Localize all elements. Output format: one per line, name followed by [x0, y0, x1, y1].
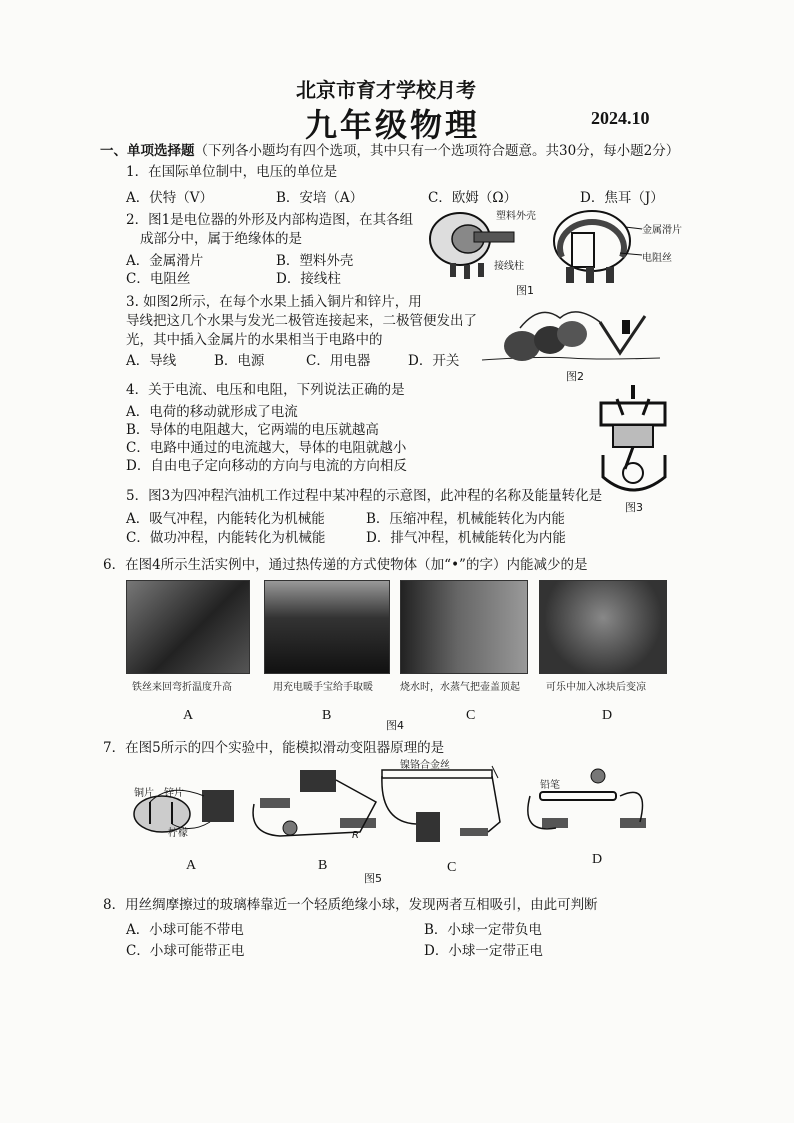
fig4-photo-c: [400, 580, 528, 674]
figure-1-potentiometer: [420, 205, 680, 297]
section-heading: [100, 139, 679, 159]
fig4-photo-b: [264, 580, 390, 674]
section-instruction: （下列各小题均有四个选项，其中只有一个选项符合题意。共30分，每小题2分）: [194, 143, 680, 159]
figure-3-engine-stroke: [595, 385, 675, 513]
figure-2-fruit-battery: [480, 298, 670, 382]
fig4-photo-d: [539, 580, 667, 674]
question-3-stem-line1: 3. 如图2所示，在每个水果上插入铜片和锌片，用: [126, 294, 422, 310]
q8-option-b: B．小球一定带负电: [424, 922, 542, 938]
question-5-stem: 5．图3为四冲程汽油机工作过程中某冲程的示意图，此冲程的名称及能量转化是: [126, 488, 603, 504]
q8-option-a: A．小球可能不带电: [126, 922, 244, 938]
fig4-letter-c: C: [466, 708, 476, 723]
q4-option-c: C．电路中通过的电流越大，导体的电阻就越小: [126, 440, 407, 456]
q1-option-c: C．欧姆（Ω）: [428, 190, 518, 206]
fig5-label-lemon: 柠檬: [168, 828, 188, 839]
fig1-label-shell: 塑料外壳: [496, 211, 536, 222]
figure-1-caption: 图1: [516, 284, 534, 297]
fig4-letter-d: D: [602, 708, 613, 723]
q3-option-b: B．电源: [214, 353, 265, 369]
fig4-letter-a: A: [183, 708, 194, 723]
fig5-label-pencil: 铅笔: [540, 780, 560, 791]
fig4-caption-d: 可乐中加入冰块后变凉: [546, 682, 646, 693]
question-8-stem: 8．用丝绸摩擦过的玻璃棒靠近一个轻质绝缘小球，发现两者互相吸引，由此可判断: [103, 897, 598, 913]
q2-option-d: D．接线柱: [276, 271, 341, 287]
q1-option-b: B．安培（A）: [276, 190, 364, 206]
section-title: 一、单项选择题: [100, 143, 195, 159]
q3-option-a: A．导线: [126, 353, 177, 369]
q8-option-c: C．小球可能带正电: [126, 943, 245, 959]
fig1-label-slider: 金属滑片: [642, 225, 682, 236]
q1-option-a: A．伏特（V）: [126, 190, 213, 206]
fig5-letter-a: A: [186, 858, 197, 873]
figure-5-circuits: [120, 762, 680, 862]
question-4-stem: 4．关于电流、电压和电阻，下列说法正确的是: [126, 382, 405, 398]
question-1-stem: 1．在国际单位制中，电压的单位是: [126, 164, 338, 180]
q5-option-b: B．压缩冲程，机械能转化为内能: [366, 511, 565, 527]
fig4-caption-a: 铁丝来回弯折温度升高: [132, 682, 232, 693]
figure-3-caption: 图3: [625, 501, 643, 514]
question-6-stem: 6．在图4所示生活实例中，通过热传递的方式使物体（加“•”的字）内能减少的是: [103, 557, 588, 573]
q3-option-d: D．开关: [408, 353, 460, 369]
fig4-letter-b: B: [322, 708, 332, 723]
question-7-stem: 7．在图5所示的四个实验中，能模拟滑动变阻器原理的是: [103, 740, 445, 756]
q8-option-d: D．小球一定带正电: [424, 943, 543, 959]
q5-option-a: A．吸气冲程，内能转化为机械能: [126, 511, 325, 527]
question-2-stem-line1: 2．图1是电位器的外形及内部构造图，在其各组: [126, 212, 414, 228]
fig5-label-alloy-wire: 镍铬合金丝: [400, 760, 450, 771]
q2-option-c: C．电阻丝: [126, 271, 191, 287]
q5-option-c: C．做功冲程，内能转化为机械能: [126, 530, 326, 546]
fig4-photo-a: [126, 580, 250, 674]
q3-option-c: C．用电器: [306, 353, 371, 369]
subject-title: 九年级物理: [305, 106, 481, 144]
fig5-letter-c: C: [447, 860, 457, 875]
q1-option-d: D．焦耳（J）: [580, 190, 664, 206]
fig5-letter-d: D: [592, 852, 603, 867]
fig4-caption-c: 烧水时，水蒸气把壶盖顶起: [400, 682, 520, 693]
question-3-stem-line3: 光，其中插入金属片的水果相当于电路中的: [126, 332, 383, 348]
q4-option-a: A．电荷的移动就形成了电流: [126, 404, 298, 420]
school-title: 北京市育才学校月考: [296, 78, 476, 102]
fig4-caption-b: 用充电暖手宝给手取暖: [273, 682, 373, 693]
q4-option-b: B．导体的电阻越大，它两端的电压就越高: [126, 422, 379, 438]
fig1-label-terminal: 接线柱: [494, 261, 524, 272]
fig5-label-copper: 铜片: [134, 788, 154, 799]
exam-date: 2024.10: [591, 108, 650, 128]
q5-option-d: D．排气冲程，机械能转化为内能: [366, 530, 566, 546]
figure-2-caption: 图2: [566, 370, 584, 383]
q2-option-b: B．塑料外壳: [276, 253, 354, 269]
fig5-label-zinc: 锌片: [164, 788, 184, 799]
figure-5-caption: 图5: [364, 872, 382, 885]
fig5-label-resistor: R: [352, 830, 359, 841]
question-3-stem-line2: 导线把这几个水果与发光二极管连接起来，二极管便发出了: [126, 313, 477, 329]
fig1-label-resistor-wire: 电阻丝: [642, 253, 672, 264]
question-2-stem-line2: 成部分中，属于绝缘体的是: [140, 231, 302, 247]
fig5-letter-b: B: [318, 858, 328, 873]
q4-option-d: D．自由电子定向移动的方向与电流的方向相反: [126, 458, 407, 474]
figure-4-caption: 图4: [386, 719, 404, 732]
q2-option-a: A．金属滑片: [126, 253, 204, 269]
